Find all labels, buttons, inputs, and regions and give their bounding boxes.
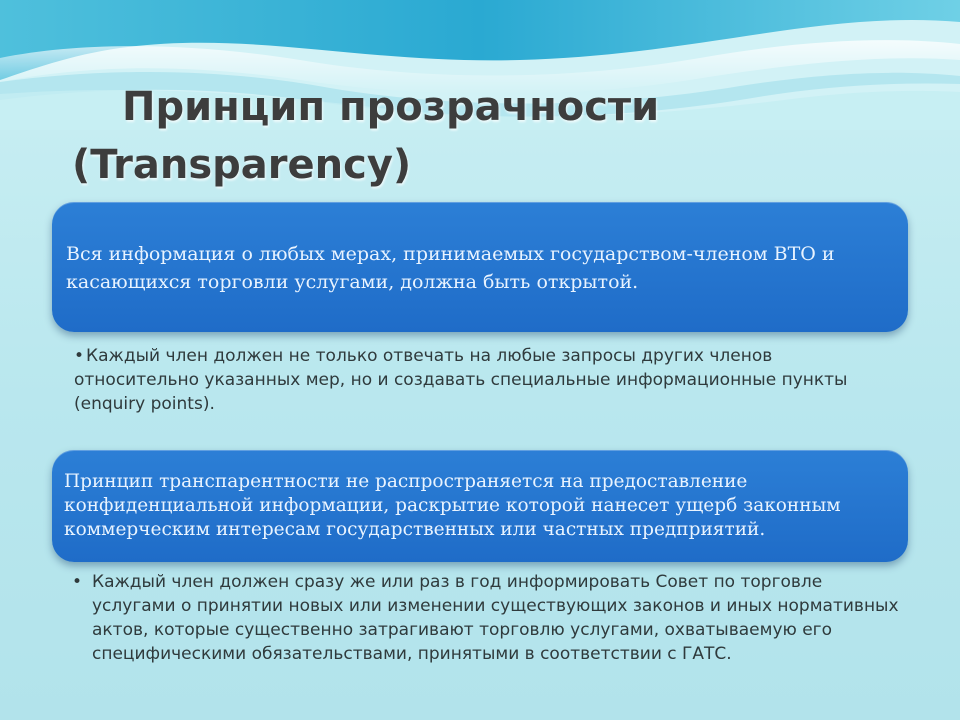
bullet-marker-2: • — [72, 572, 83, 592]
bullet-item-2 — [72, 570, 902, 666]
bullet-text-1: Каждый член должен не только отвечать на любые запросы других членов относительно указанных мер, но и создавать специальные информационные пункты (enquiry points). — [74, 346, 848, 414]
slide-title — [72, 78, 892, 194]
callout-text-2: Принцип транспарентности не распространяется на предоставление конфиденциальной информации, раскрытие которой нанесет ущерб законным коммерческим интересам государственных или частных предприятий. — [64, 471, 841, 540]
callout-box-1 — [52, 202, 908, 332]
title-line-2: (Transparency) — [72, 142, 412, 188]
callout-box-2 — [52, 450, 908, 562]
bullet-marker-1: • — [74, 346, 85, 366]
title-line-1: Принцип прозрачности — [122, 84, 660, 130]
bullet-item-1 — [74, 344, 894, 416]
bullet-text-2: Каждый член должен сразу же или раз в год информировать Совет по торговле услугами о принятии новых или изменении существующих законов и иных нормативных актов, которые существенно затрагивают торговлю услугами, охватываемую его специфическими обязательствами, принятыми в соответствии с ГАТС. — [92, 572, 899, 664]
callout-text-1: Вся информация о любых мерах, принимаемых государством-членом ВТО и касающихся торговли услугами, должна быть открытой. — [66, 243, 835, 293]
